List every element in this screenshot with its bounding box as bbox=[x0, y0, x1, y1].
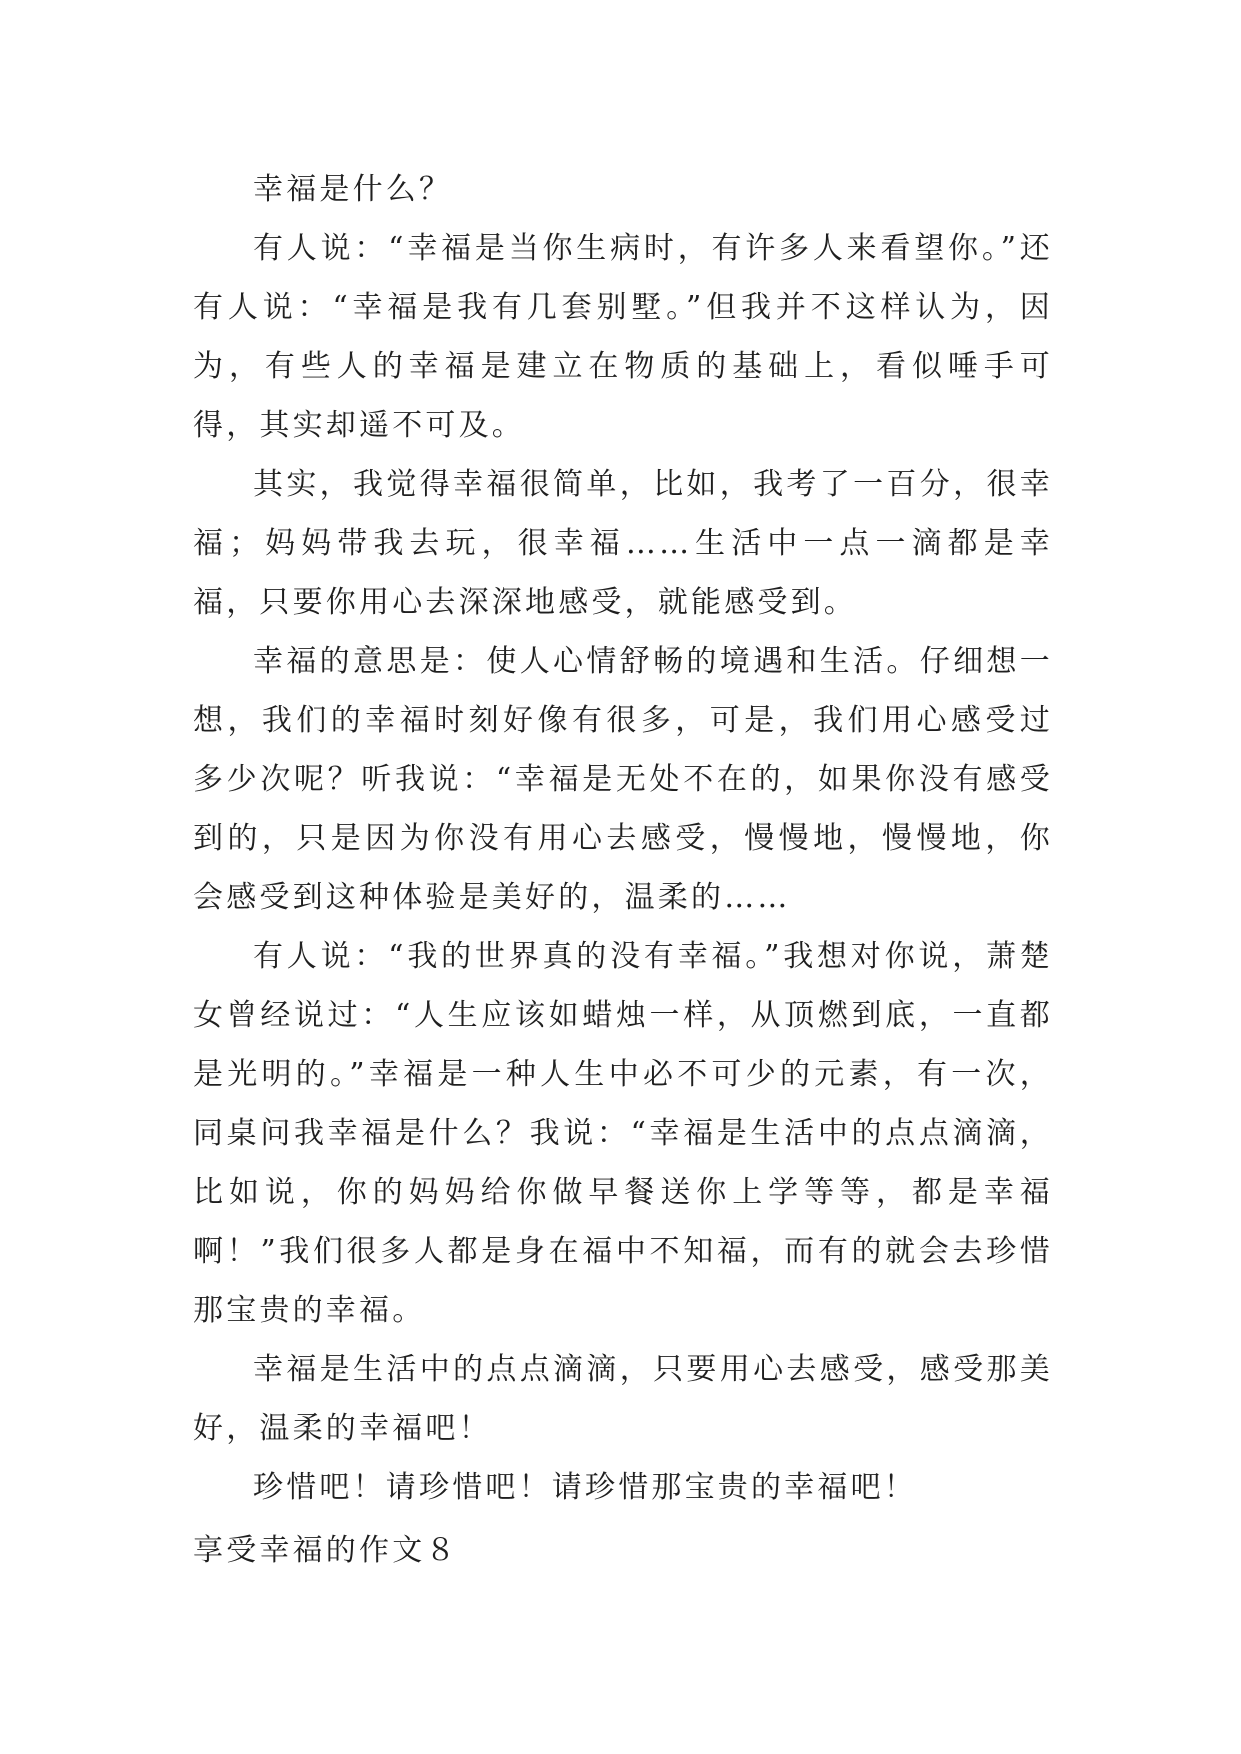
paragraph-simple-happiness: 其实，我觉得幸福很简单，比如，我考了一百分，很幸福；妈妈带我去玩，很幸福……生活中一点一滴都是幸福，只要你用心去深深地感受，就能感受到。 bbox=[193, 467, 1053, 620]
paragraph-feel-happiness: 幸福是生活中的点点滴滴，只要用心去感受，感受那美好，温柔的幸福吧！ bbox=[193, 1352, 1053, 1446]
paragraph-question: 幸福是什么？ bbox=[253, 172, 453, 207]
paragraph-cherish: 珍惜吧！请珍惜吧！请珍惜那宝贵的幸福吧！ bbox=[253, 1470, 917, 1505]
essay-body bbox=[193, 160, 1053, 1580]
paragraph-candle-quote: 有人说：“我的世界真的没有幸福。”我想对你说，萧楚女曾经说过：“人生应该如蜡烛一样，从顶燃到底，一直都是光明的。”幸福是一种人生中必不可少的元素，有一次，同桌问我幸福是什么？我说：“幸福是生活中的点点滴滴，比如说，你的妈妈给你做早餐送你上学等等，都是幸福啊！”我们很多人都是身在福中不知福，而有的就会去珍惜那宝贵的幸福。 bbox=[193, 939, 1053, 1328]
section-heading: 享受幸福的作文８ bbox=[193, 1533, 459, 1568]
paragraph-meaning-of-happiness: 幸福的意思是：使人心情舒畅的境遇和生活。仔细想一想，我们的幸福时刻好像有很多，可是，我们用心感受过多少次呢？听我说：“幸福是无处不在的，如果你没有感受到的，只是因为你没有用心去感受，慢慢地，慢慢地，你会感受到这种体验是美好的，温柔的…… bbox=[193, 644, 1053, 915]
paragraph-others-opinions: 有人说：“幸福是当你生病时，有许多人来看望你。”还有人说：“幸福是我有几套别墅。”但我并不这样认为，因为，有些人的幸福是建立在物质的基础上，看似唾手可得，其实却遥不可及。 bbox=[193, 231, 1053, 443]
